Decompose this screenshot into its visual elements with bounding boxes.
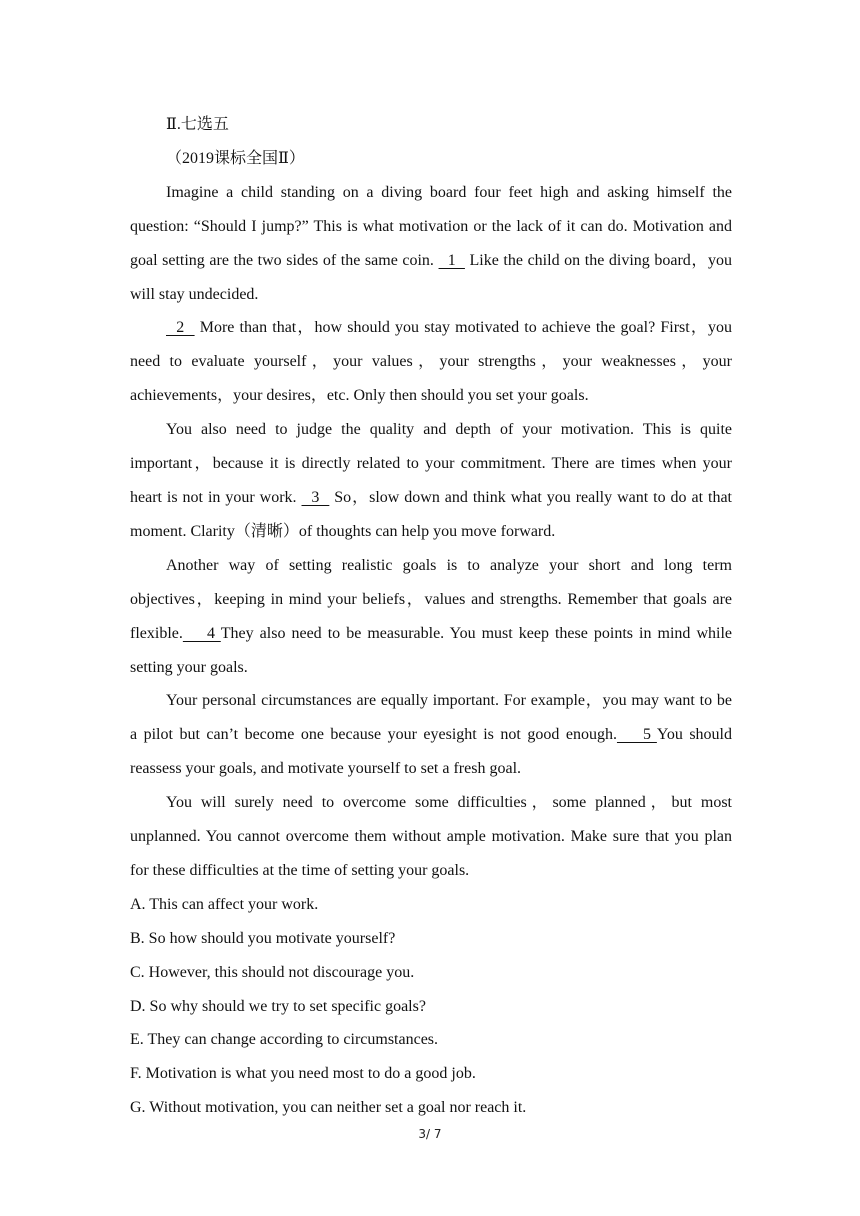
paragraph-3-text-a: You also need to judge the quality and depth of your motivation. This is quite important，because it is directly related to your commitment. There are times when your heart is not in your work. — [130, 421, 733, 506]
paragraph-1-text-b: Like the child on the diving board，you will stay undecided. — [130, 251, 732, 303]
blank-5: 5 — [616, 726, 657, 744]
option-d: D. So why should we try to set specific goals? — [130, 997, 426, 1015]
paragraph-6-text-a: You will surely need to overcome some difficulties，some planned，but most unplanned. You cannot overcome them without ample motivation. Make sure that you plan for these difficulties at the time of setting your goals. — [130, 794, 732, 879]
blank-2: 2 — [166, 319, 195, 337]
paragraph-3-text-b: So，slow down and think what you really want to do at that moment. Clarity（清晰）of thoughts can help you move forward. — [130, 488, 732, 540]
paragraph-1-text-a: Imagine a child standing on a diving board four feet high and asking himself the question: “Should I jump?” This is what motivation or the lack of it can do. Motivation and goal setting are the two sides of the same coin. — [130, 183, 732, 269]
blank-3: 3 — [301, 488, 330, 506]
blank-1: 1 — [438, 251, 465, 269]
paragraph-4 — [130, 549, 732, 685]
paragraph-1 — [130, 176, 732, 312]
option-b: B. So how should you motivate yourself? — [130, 929, 396, 947]
paragraph-4-text-b: They also need to be measurable. You must keep these points in mind while setting your goals. — [130, 624, 732, 676]
option-e: E. They can change according to circumstances. — [130, 1031, 439, 1049]
paragraph-4-text-a: Another way of setting realistic goals is to analyze your short and long term objectives，keeping in mind your beliefs，values and strengths. Remember that goals are flexible. — [130, 556, 732, 642]
paragraph-5-text-b: You should reassess your goals, and motivate yourself to set a fresh goal. — [130, 726, 733, 778]
paragraph-5 — [130, 684, 732, 786]
option-c: C. However, this should not discourage you. — [130, 963, 415, 981]
blank-4: 4 — [182, 624, 221, 642]
page-number: 3/ 7 — [418, 1127, 442, 1141]
paragraph-2-text-b: More than that，how should you stay motivated to achieve the goal? First，you need to evaluate yourself，your values，your strengths，your weaknesses，your achievements，your desires，etc. Only then should you set your goals. — [130, 319, 732, 405]
option-f: F. Motivation is what you need most to do a good job. — [130, 1065, 476, 1083]
option-g: G. Without motivation, you can neither set a goal nor reach it. — [130, 1099, 527, 1117]
section-title: Ⅱ.七选五 — [166, 116, 229, 133]
option-a: A. This can affect your work. — [130, 895, 319, 913]
source-label: （2019课标全国Ⅱ） — [166, 149, 305, 167]
paragraph-5-text-a: Your personal circumstances are equally important. For example，you may want to be a pilot but can’t become one because your eyesight is not good enough. — [130, 692, 733, 744]
paragraph-3 — [130, 413, 732, 549]
paragraph-6 — [130, 786, 732, 888]
paragraph-2 — [130, 311, 732, 413]
document-page — [130, 108, 732, 1125]
